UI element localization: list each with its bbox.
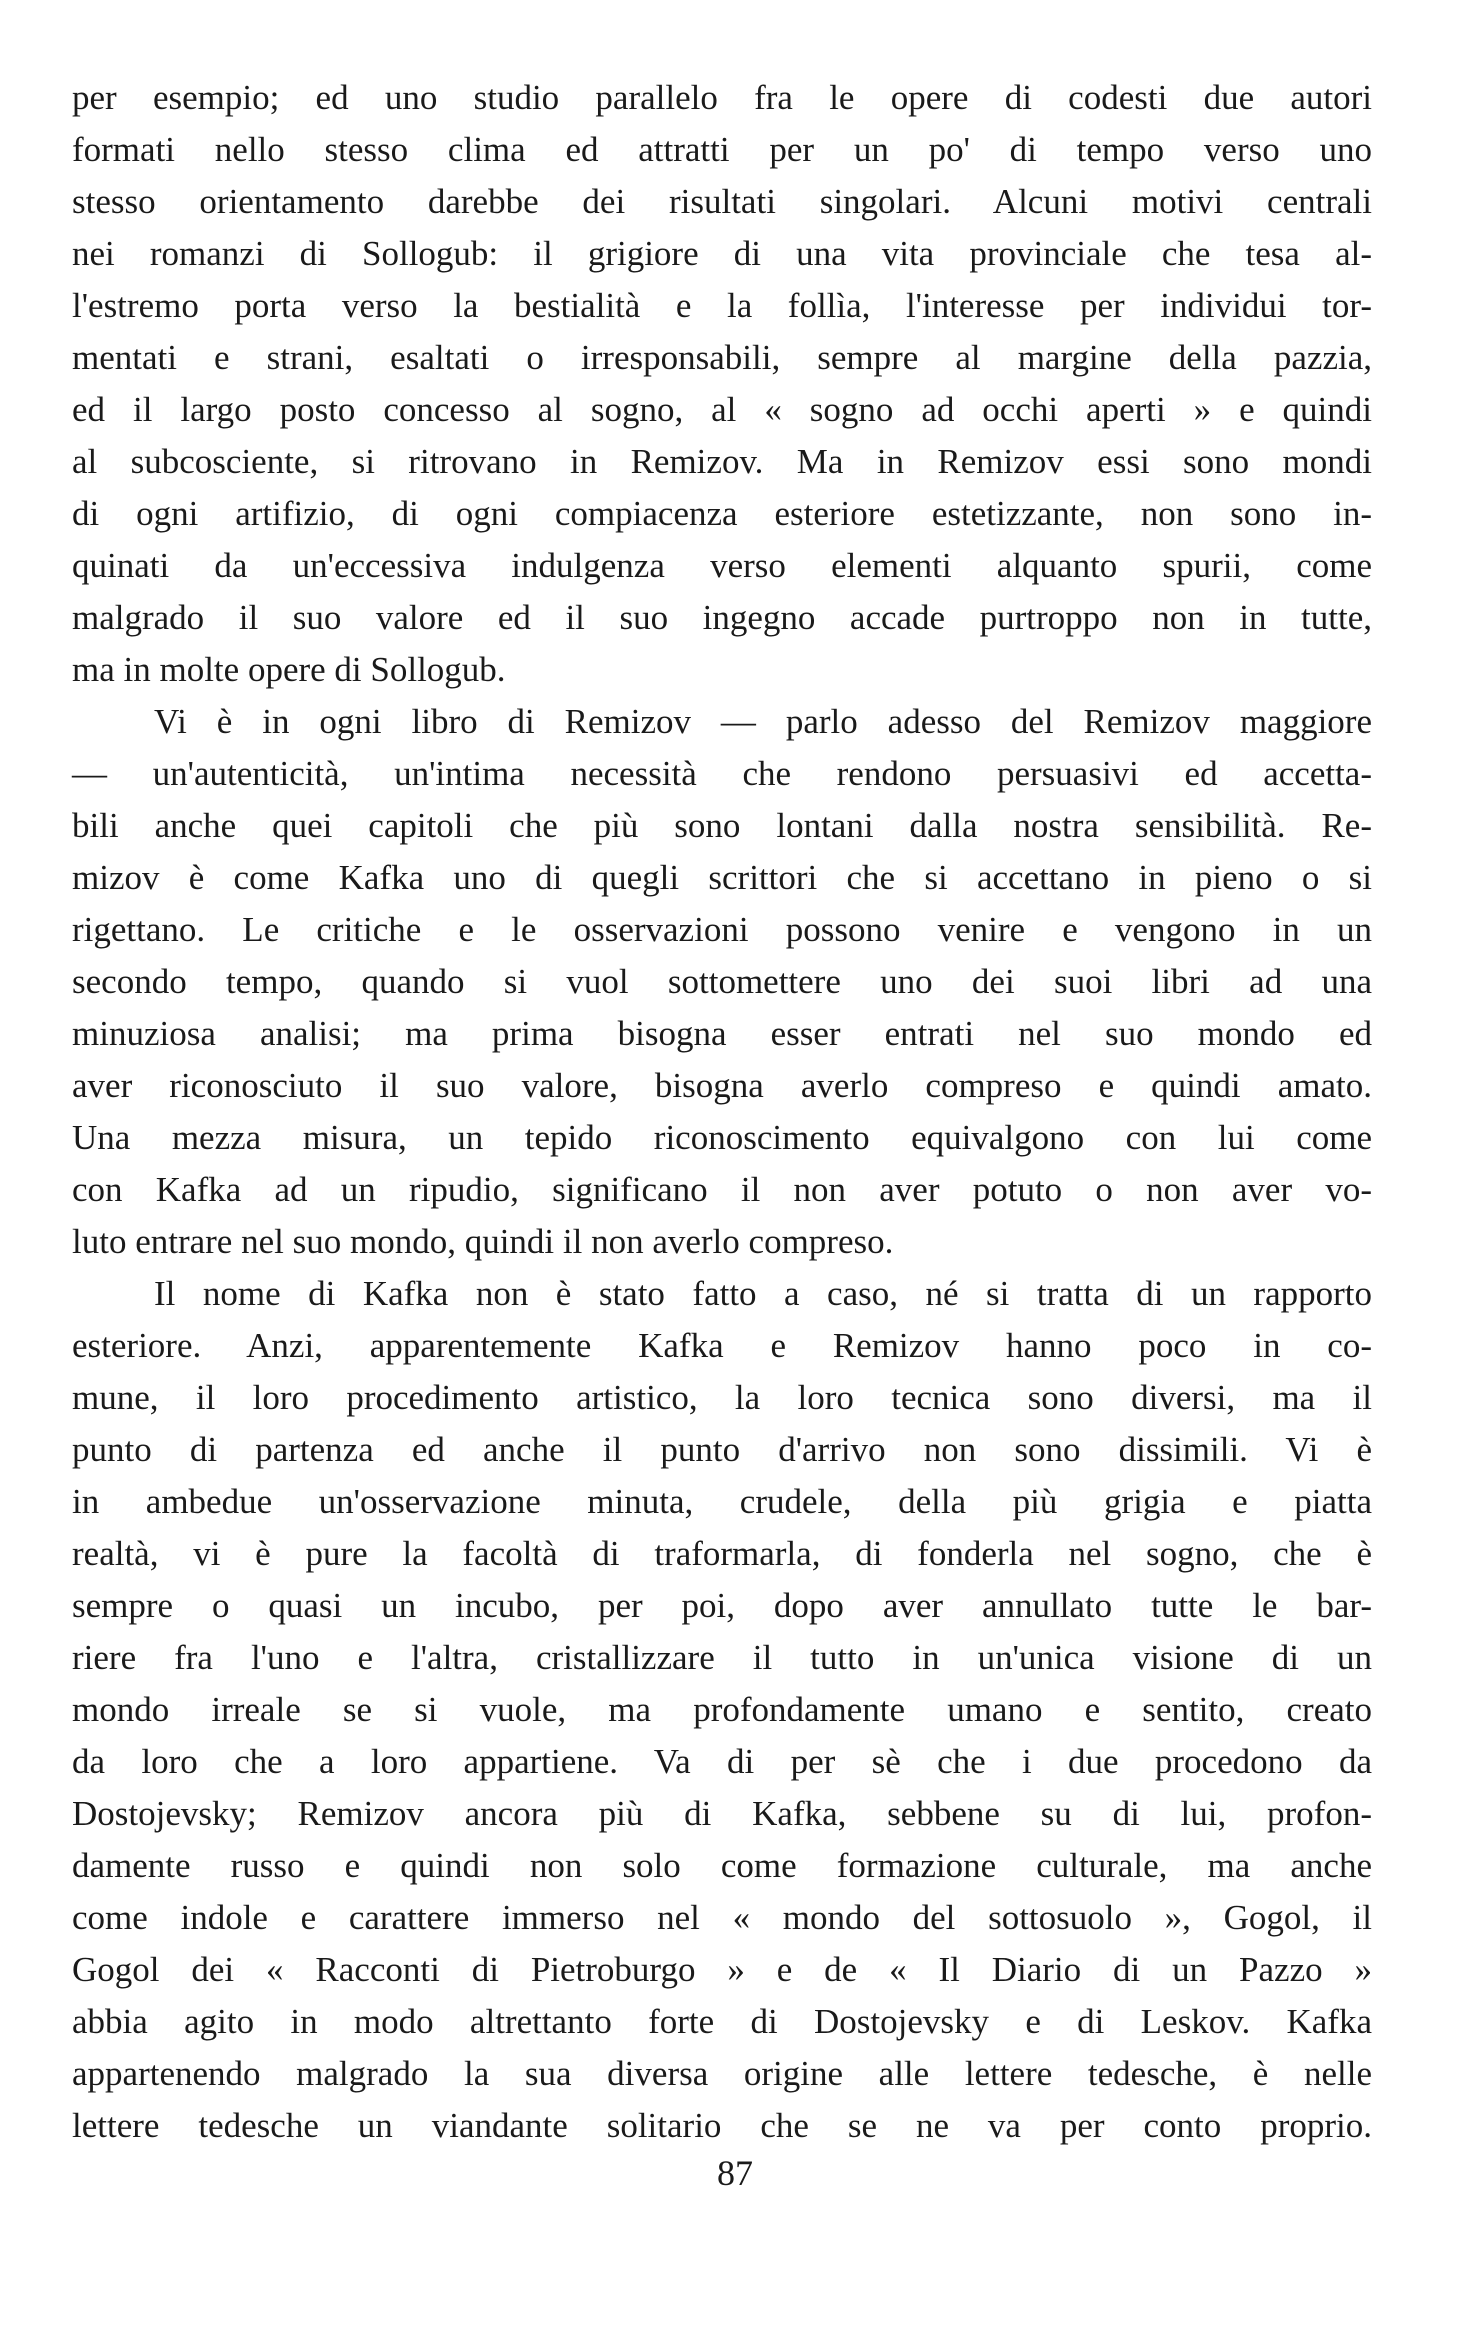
page-number: 87 xyxy=(717,2153,753,2193)
text-line: abbia agito in modo altrettanto forte di Dostojevsky e di Leskov. Kafka xyxy=(72,2002,1372,2041)
text-line: Una mezza misura, un tepido riconoscimento equivalgono con lui come xyxy=(72,1118,1372,1157)
text-line: quinati da un'eccessiva indulgenza verso elementi alquanto spurii, come xyxy=(72,546,1372,585)
text-line: aver riconosciuto il suo valore, bisogna averlo compreso e quindi amato. xyxy=(72,1066,1372,1105)
text-line: da loro che a loro appartiene. Va di per sè che i due procedono da xyxy=(72,1742,1372,1781)
text-line: malgrado il suo valore ed il suo ingegno accade purtroppo non in tutte, xyxy=(72,598,1372,637)
text-line: ma in molte opere di Sollogub. xyxy=(72,650,506,689)
text-line: mentati e strani, esaltati o irresponsabili, sempre al margine della pazzia, xyxy=(72,338,1372,377)
text-line: Il nome di Kafka non è stato fatto a caso, né si tratta di un rapporto xyxy=(154,1274,1372,1313)
text-line: rigettano. Le critiche e le osservazioni possono venire e vengono in un xyxy=(72,910,1372,949)
text-line: lettere tedesche un viandante solitario che se ne va per conto proprio. xyxy=(72,2106,1372,2145)
text-line: stesso orientamento darebbe dei risultati singolari. Alcuni motivi centrali xyxy=(72,182,1372,221)
paragraph xyxy=(72,1268,1372,2152)
text-line: damente russo e quindi non solo come formazione culturale, ma anche xyxy=(72,1846,1372,1885)
text-line: bili anche quei capitoli che più sono lontani dalla nostra sensibilità. Re- xyxy=(72,806,1372,845)
text-line: mizov è come Kafka uno di quegli scrittori che si accettano in pieno o si xyxy=(72,858,1372,897)
text-line: per esempio; ed uno studio parallelo fra le opere di codesti due autori xyxy=(72,78,1372,117)
text-line: luto entrare nel suo mondo, quindi il non averlo compreso. xyxy=(72,1222,894,1261)
text-line: nei romanzi di Sollogub: il grigiore di una vita provinciale che tesa al- xyxy=(72,234,1372,273)
text-line: riere fra l'uno e l'altra, cristallizzare il tutto in un'unica visione di un xyxy=(72,1638,1372,1677)
text-line: l'estremo porta verso la bestialità e la follìa, l'interesse per individui tor- xyxy=(72,286,1372,325)
text-line: — un'autenticità, un'intima necessità che rendono persuasivi ed accetta- xyxy=(72,754,1372,793)
text-line: ed il largo posto concesso al sogno, al « sogno ad occhi aperti » e quindi xyxy=(72,390,1372,429)
text-line: sempre o quasi un incubo, per poi, dopo aver annullato tutte le bar- xyxy=(72,1586,1372,1625)
text-line: mune, il loro procedimento artistico, la loro tecnica sono diversi, ma il xyxy=(72,1378,1372,1417)
text-line: di ogni artifizio, di ogni compiacenza esteriore estetizzante, non sono in- xyxy=(72,494,1372,533)
text-line: Gogol dei « Racconti di Pietroburgo » e de « Il Diario di un Pazzo » xyxy=(72,1950,1372,1989)
text-line: Dostojevsky; Remizov ancora più di Kafka, sebbene su di lui, profon- xyxy=(72,1794,1372,1833)
text-line: come indole e carattere immerso nel « mondo del sottosuolo », Gogol, il xyxy=(72,1898,1372,1937)
text-line: Vi è in ogni libro di Remizov — parlo adesso del Remizov maggiore xyxy=(154,702,1372,741)
text-line: secondo tempo, quando si vuol sottomettere uno dei suoi libri ad una xyxy=(72,962,1372,1001)
text-line: al subcosciente, si ritrovano in Remizov. Ma in Remizov essi sono mondi xyxy=(72,442,1372,481)
paragraph xyxy=(72,72,1372,696)
text-line: mondo irreale se si vuole, ma profondamente umano e sentito, creato xyxy=(72,1690,1372,1729)
text-line: esteriore. Anzi, apparentemente Kafka e Remizov hanno poco in co- xyxy=(72,1326,1372,1365)
text-line: appartenendo malgrado la sua diversa origine alle lettere tedesche, è nelle xyxy=(72,2054,1372,2093)
page-body xyxy=(72,72,1372,2152)
text-line: minuziosa analisi; ma prima bisogna esser entrati nel suo mondo ed xyxy=(72,1014,1372,1053)
text-line: in ambedue un'osservazione minuta, crudele, della più grigia e piatta xyxy=(72,1482,1372,1521)
paragraph xyxy=(72,696,1372,1268)
text-line: formati nello stesso clima ed attratti per un po' di tempo verso uno xyxy=(72,130,1372,169)
text-line: realtà, vi è pure la facoltà di traformarla, di fonderla nel sogno, che è xyxy=(72,1534,1372,1573)
text-line: punto di partenza ed anche il punto d'arrivo non sono dissimili. Vi è xyxy=(72,1430,1372,1469)
text-line: con Kafka ad un ripudio, significano il non aver potuto o non aver vo- xyxy=(72,1170,1372,1209)
